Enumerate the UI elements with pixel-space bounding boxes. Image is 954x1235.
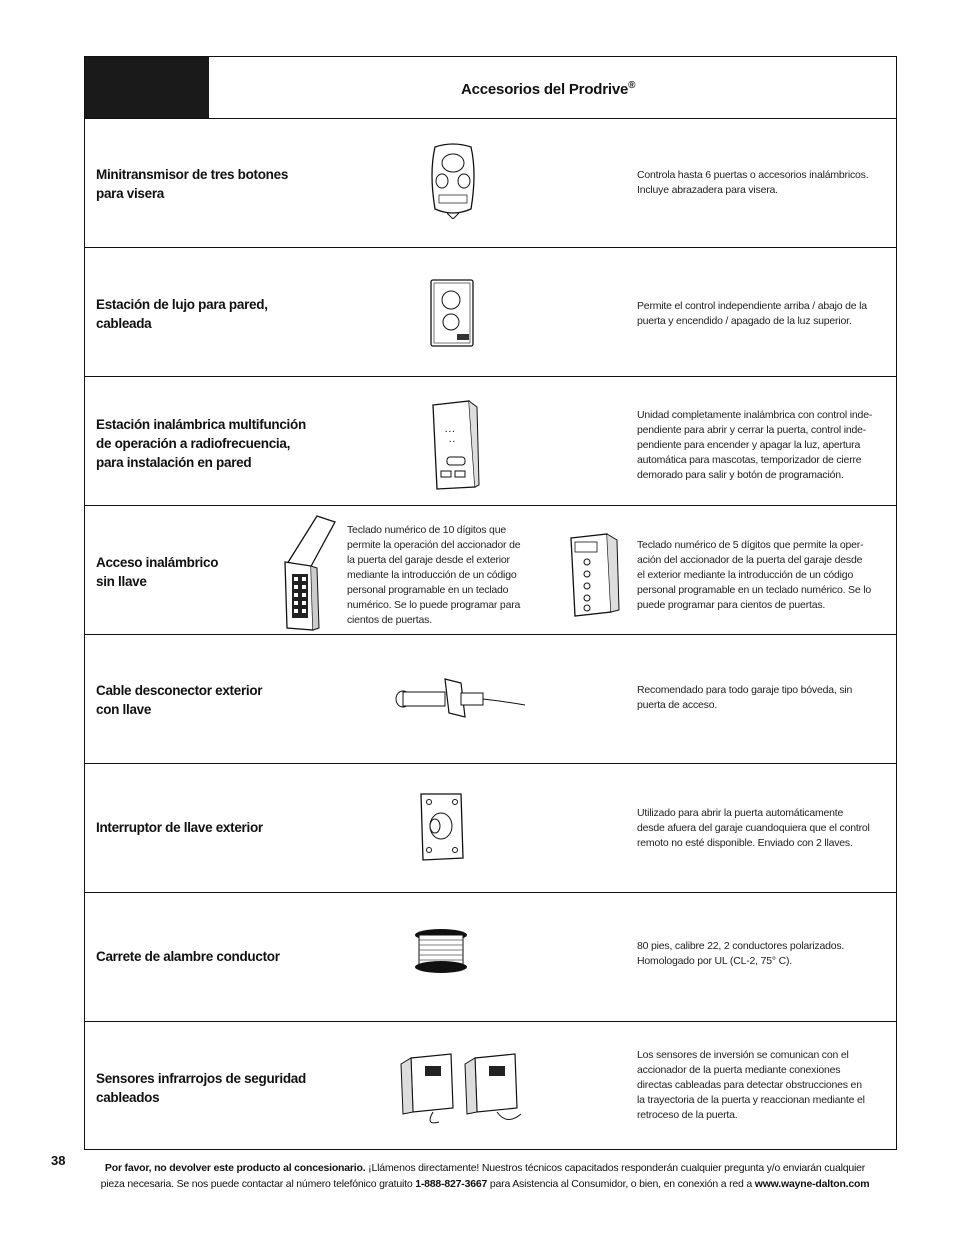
- footer-bold: Por favor, no devolver este producto al concesionario.: [104, 1162, 366, 1174]
- accessory-description: Unidad completamente inalámbrica con control inde- pendiente para abrir y cerrar la puerta, control inde- pendiente para encender y apagar la luz, apertura automática para mascotas, temporizador de cierre demorado para salir y botón de programación.: [637, 409, 873, 481]
- accessory-row-visor-remote: [85, 119, 896, 248]
- accessory-description: Utilizado para abrir la puerta automáticamente desde afuera del garaje cuandoquiera que el control remoto no esté disponible. Enviado con 2 llaves.: [637, 807, 870, 849]
- accessory-name: Minitransmisor de tres botones para visera: [96, 167, 289, 201]
- accessory-description-left: Teclado numérico de 10 dígitos que permite la operación del accionador de la puerta del garaje desde el exterior mediante la introducción de un código personal programable en un teclado numérico. Se lo puede programar para cientos de puertas.: [347, 524, 521, 626]
- footer-note: [100, 1160, 870, 1192]
- accessories-table: [84, 56, 897, 1150]
- page-number: 38: [51, 1153, 66, 1168]
- wall-station-icon: [429, 278, 475, 348]
- accessory-description: Los sensores de inversión se comunican con el accionador de la puerta mediante conexiones directas cableadas para detectar obstrucciones en la trayectoria de la puerta y reaccionan mediante el retroceso de la puerta.: [637, 1049, 865, 1121]
- accessory-name: Sensores infrarrojos de seguridad cableados: [96, 1071, 306, 1105]
- accessory-row-wire-spool: [85, 893, 896, 1022]
- wire-spool-icon: [413, 927, 469, 975]
- keypad-10-digit-icon: [281, 512, 345, 632]
- key-release-cable-icon: [391, 675, 527, 721]
- accessory-description: 80 pies, calibre 22, 2 conductores polarizados. Homologado por UL (CL-2, 75° C).: [637, 940, 845, 967]
- keypad-5-digit-icon: [567, 532, 623, 618]
- accessory-name: Estación inalámbrica multifunción de operación a radiofrecuencia, para instalación en pared: [96, 417, 306, 470]
- svg-text:• • •: • • •: [445, 429, 455, 434]
- svg-text:• •: • •: [449, 439, 455, 444]
- key-switch-icon: [415, 792, 467, 862]
- footer-phone: 1-888-827-3667: [415, 1178, 488, 1190]
- visor-remote-icon: [427, 143, 479, 219]
- accessory-name: Cable desconector exterior con llave: [96, 683, 263, 717]
- footer-text-2: para Asistencia al Consumidor, o bien, en conexión a red a: [487, 1178, 755, 1190]
- header-black-block: [85, 57, 209, 118]
- accessory-name: Interruptor de llave exterior: [96, 820, 263, 835]
- accessory-row-wall-station: [85, 248, 896, 377]
- accessory-row-key-release-cable: [85, 635, 896, 764]
- wireless-wall-station-icon: [427, 399, 481, 491]
- accessory-name: Carrete de alambre conductor: [96, 949, 280, 964]
- accessory-description: Recomendado para todo garaje tipo bóveda, sin puerta de acceso.: [637, 684, 853, 711]
- accessory-row-keyless-entry: [85, 506, 896, 635]
- page-title: Accesorios del Prodrive®: [461, 80, 636, 98]
- accessory-name: Estación de lujo para pared, cableada: [96, 297, 268, 331]
- footer-url-link[interactable]: www.wayne-dalton.com: [754, 1178, 870, 1190]
- accessory-row-safety-sensors: [85, 1022, 896, 1151]
- accessory-description: Teclado numérico de 5 dígitos que permite la oper- ación del accionador de la puerta del garaje desde el exterior mediante la introducción de un código personal programable en un teclado numérico. Se lo puede programar para cientos de puertas.: [637, 539, 871, 611]
- safety-sensors-icon: [397, 1048, 527, 1128]
- accessory-row-wireless-wall-station: [85, 377, 896, 506]
- accessory-description: Controla hasta 6 puertas o accesorios inalámbricos. Incluye abrazadera para visera.: [637, 169, 869, 196]
- accessory-name: Acceso inalámbrico sin llave: [96, 555, 219, 589]
- footer-text-1: ¡Llámenos directamente! Nuestros técnicos capacitados responderán cualquier pregunta y/o enviarán cualquier pieza necesaria. Se nos puede contactar al número telefónico gratuito: [100, 1162, 866, 1190]
- accessory-description: Permite el control independiente arriba / abajo de la puerta y encendido / apagado de la luz superior.: [637, 300, 867, 327]
- accessory-row-key-switch: [85, 764, 896, 893]
- table-header: [85, 57, 896, 119]
